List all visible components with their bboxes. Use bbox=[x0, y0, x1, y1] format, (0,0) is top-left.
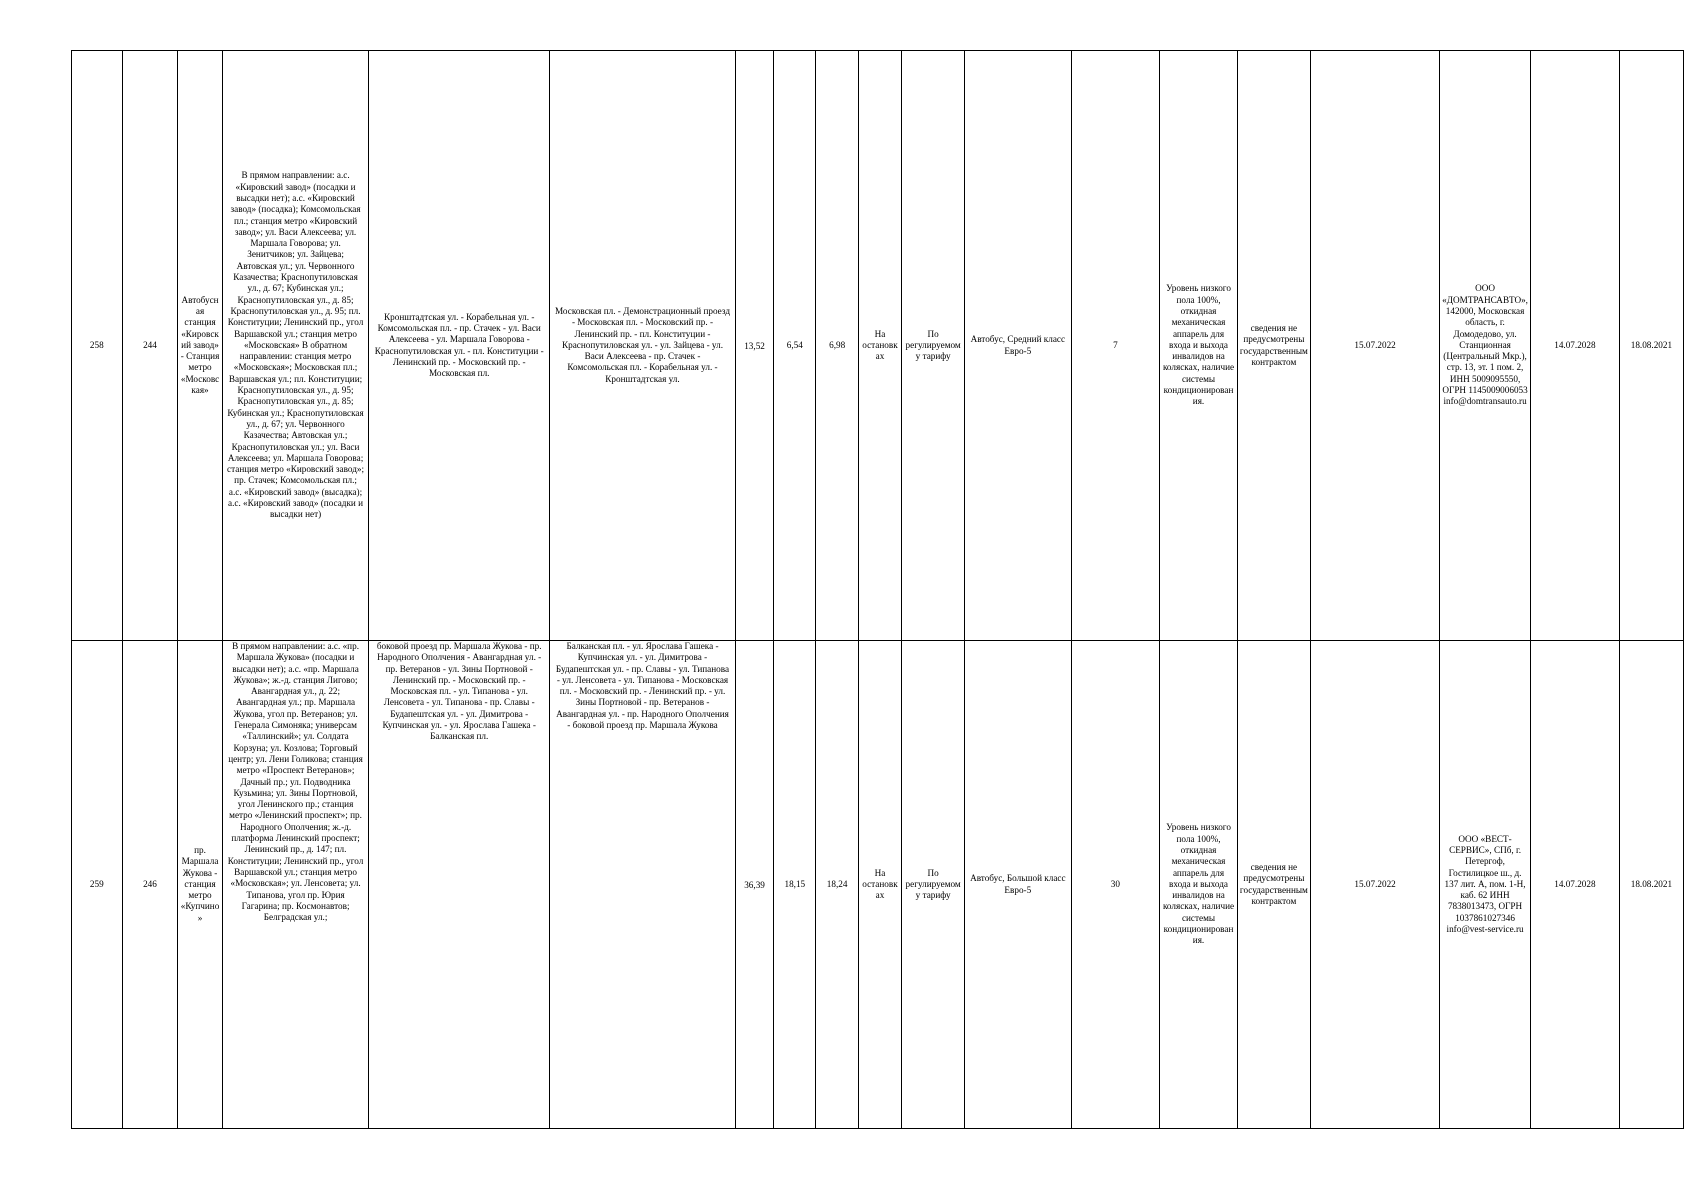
end-date: 14.07.2028 bbox=[1531, 51, 1620, 641]
streets-forward: Кронштадтская ул. - Корабельная ул. - Комсомольская пл. - пр. Стачек - ул. Васи Алексеева - ул. Маршала Говорова - Краснопутиловская ул. - пл. Конституции - Ленинский пр. - Московский пр. - Московская пл. bbox=[369, 51, 550, 641]
table-row bbox=[72, 51, 1684, 641]
length-total: 6,98 bbox=[816, 51, 858, 641]
route-stops: В прямом направлении: а.с. «пр. Маршала Жукова» (посадки и высадки нет); а.с. «пр. Маршала Жукова»; ж.-д. станция Лигово; Авангардная ул., д. 22; Авангардная ул.; пр. Маршала Жукова, угол пр. Ветеранов; ул. Генерала Симоняка; универсам «Таллинский»; ул. Солдата Корзуна; ул. Козлова; Торговый центр; ул. Лени Голикова; станция метро «Проспект Ветеранов»; Дачный пр.; ул. Подводника Кузьмина; ул. Зины Портновой, угол Ленинского пр.; станция метро «Ленинский проспект»; пр. Народного Ополчения; ж.-д. платформа Ленинский проспект; Ленинский пр., д. 147; пл. Конституции; Ленинский пр., угол Варшавской ул.; станция метро «Московская»; ул. Ленсовета; ул. Типанова, угол пр. Юрия Гагарина; пр. Космонавтов; Белградская ул.; bbox=[222, 641, 369, 1129]
carrier-info: ООО «ДОМТРАНСАВТО», 142000, Московская область, г. Домодедово, ул. Станционная (Центральный Мкр.), стр. 13, эт. 1 пом. 2, ИНН 5009095550, ОГРН 1145009006053 info@domtransauto.ru bbox=[1440, 51, 1531, 641]
vehicle-type: Автобус, Большой класс Евро-5 bbox=[965, 641, 1071, 1129]
stop-order: На остановках bbox=[858, 641, 901, 1129]
vehicle-type: Автобус, Средний класс Евро-5 bbox=[965, 51, 1071, 641]
vehicle-characteristics: Уровень низкого пола 100%, откидная механическая аппарель для входа и выхода инвалидов на колясках, наличие системы кондиционирования. bbox=[1160, 641, 1237, 1129]
streets-backward: Балканская пл. - ул. Ярослава Гашека - Купчинская ул. - ул. Димитрова - Будапештская ул. - пр. Славы - ул. Типанова - ул. Ленсовета - ул. Типанова - Московская пл. - Московский пр. - Ленинский пр. - ул. Зины Портновой - пр. Ветеранов - Авангардная ул. - пр. Народного Ополчения - боковой проезд пр. Маршала Жукова bbox=[550, 641, 736, 1129]
carrier-info: ООО «ВЕСТ-СЕРВИС», СПб, г. Петергоф, Гостилицкое ш., д. 137 лит. А, пом. 1-Н, каб. 62 ИНН 7838013473, ОГРН 1037861027346 info@vest-service.ru bbox=[1440, 641, 1531, 1129]
tariff-type: По регулируемому тарифу bbox=[902, 641, 965, 1129]
contract-info: сведения не предусмотрены государственным контрактом bbox=[1237, 641, 1310, 1129]
table-row bbox=[72, 641, 1684, 1129]
route-name: пр. Маршала Жукова - станция метро «Купчино» bbox=[178, 641, 222, 1129]
streets-backward: Московская пл. - Демонстрационный проезд - Московская пл. - Московский пр. - Ленинский пр. - пл. Конституции - Краснопутиловская ул. - ул. Зайцева - ул. Васи Алексеева - пр. Стачек - Комсомольская пл. - Корабельная ул. - Кронштадтская ул. bbox=[550, 51, 736, 641]
length-forward: 13,52 bbox=[735, 51, 773, 641]
start-date: 15.07.2022 bbox=[1311, 641, 1440, 1129]
vehicle-count: 30 bbox=[1071, 641, 1160, 1129]
contract-info: сведения не предусмотрены государственным контрактом bbox=[1237, 51, 1310, 641]
start-date: 15.07.2022 bbox=[1311, 51, 1440, 641]
registration-number: 246 bbox=[122, 641, 178, 1129]
length-backward: 6,54 bbox=[774, 51, 816, 641]
registration-number: 244 bbox=[122, 51, 178, 641]
vehicle-count: 7 bbox=[1071, 51, 1160, 641]
stop-order: На остановках bbox=[858, 51, 901, 641]
route-name: Автобусная станция «Кировский завод» - Станция метро «Московская» bbox=[178, 51, 222, 641]
vehicle-characteristics: Уровень низкого пола 100%, откидная механическая аппарель для входа и выхода инвалидов на колясках, наличие системы кондиционирования. bbox=[1160, 51, 1237, 641]
streets-forward: боковой проезд пр. Маршала Жукова - пр. Народного Ополчения - Авангардная ул. - пр. Ветеранов - ул. Зины Портновой - Ленинский пр. - Московский пр. - Московская пл. - ул. Типанова - ул. Ленсовета - ул. Типанова - пр. Славы - Будапештская ул. - ул. Димитрова - Купчинская ул. - ул. Ярослава Гашека - Балканская пл. bbox=[369, 641, 550, 1129]
contract-date: 18.08.2021 bbox=[1619, 51, 1683, 641]
row-number: 258 bbox=[72, 51, 123, 641]
length-backward: 18,15 bbox=[774, 641, 816, 1129]
row-number: 259 bbox=[72, 641, 123, 1129]
routes-registry-table bbox=[71, 50, 1684, 1129]
route-stops: В прямом направлении: а.с. «Кировский завод» (посадки и высадки нет); а.с. «Кировский завод» (посадка); Комсомольская пл.; станция метро «Кировский завод»; ул. Васи Алексеева; ул. Маршала Говорова; ул. Зенитчиков; ул. Зайцева; Автовская ул.; ул. Червонного Казачества; Краснопутиловская ул., д. 67; Кубинская ул.; Краснопутиловская ул., д. 85; Краснопутиловская ул., д. 95; пл. Конституции; Ленинский пр., угол Варшавской ул.; станция метро «Московская» В обратном направлении: станция метро «Московская»; Московская пл.; Варшавская ул.; пл. Конституции; Краснопутиловская ул., д. 95; Краснопутиловская ул., д. 85; Кубинская ул.; Краснопутиловская ул., д. 67; ул. Червонного Казачества; Автовская ул.; Краснопутиловская ул.; ул. Васи Алексеева; ул. Маршала Говорова; станция метро «Кировский завод»; пр. Стачек; Комсомольская пл.; а.с. «Кировский завод» (высадка); а.с. «Кировский завод» (посадки и высадки нет) bbox=[222, 51, 369, 641]
contract-date: 18.08.2021 bbox=[1619, 641, 1683, 1129]
length-total: 18,24 bbox=[816, 641, 858, 1129]
end-date: 14.07.2028 bbox=[1531, 641, 1620, 1129]
length-forward: 36,39 bbox=[735, 641, 773, 1129]
tariff-type: По регулируемому тарифу bbox=[902, 51, 965, 641]
